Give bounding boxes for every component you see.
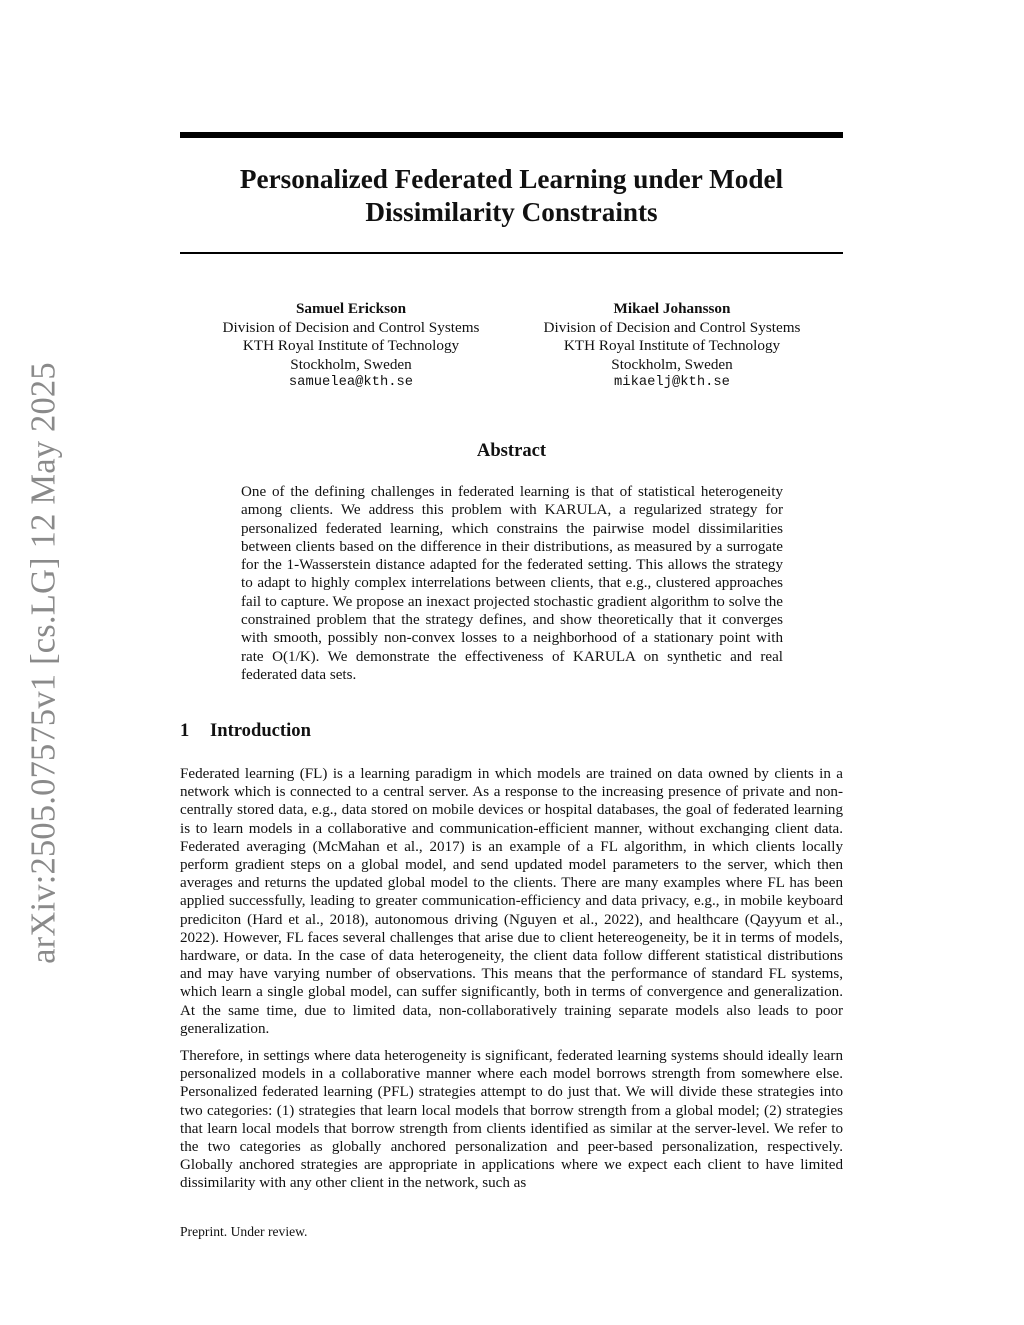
author-name: Mikael Johansson xyxy=(613,300,731,317)
abstract-heading: Abstract xyxy=(476,440,547,461)
author-block xyxy=(171,300,531,393)
abstract-text: One of the defining challenges in federated learning is that of statistical heterogeneity among clients. We address this problem with KARULA, a regularized strategy for personalized federated learning, which constrains the pairwise model dissimilarities between clients based on the difference in their distributions, as measured by a surrogate for the 1-Wasserstein distance adapted for the federated setting. This allows the strategy to adapt to highly complex interrelations between clients, that e.g., clustered approaches fail to capture. We propose an inexact projected stochastic gradient algorithm to solve the constrained problem that the strategy defines, and show theoretically that it converges with smooth, possibly non-convex losses to a neighborhood of a stationary point with rate O(1/K). We demonstrate the effectiveness of KARULA on synthetic and real federated data sets. xyxy=(241,484,783,683)
author-affiliation: Division of Decision and Control Systems xyxy=(222,318,480,336)
author-location: Stockholm, Sweden xyxy=(290,355,412,373)
title-bottom-rule xyxy=(180,252,843,254)
author-email[interactable]: mikaelj@kth.se xyxy=(614,375,730,390)
author-block xyxy=(492,300,852,393)
section-number: 1 xyxy=(180,720,190,741)
author-name: Samuel Erickson xyxy=(295,300,407,317)
body-paragraph: Federated learning (FL) is a learning paradigm in which models are trained on data owned by clients in a network which is connected to a central server. As a response to the increasing presence of private and non-centrally stored data, e.g., data stored on mobile devices or hospital databases, the goal of federated learning is to learn models in a collaborative and communication-efficient manner, without exchanging client data. Federated averaging (McMahan et al., 2017) is an example of a FL algorithm, in which clients locally perform gradient steps on a global model, and send updated model parameters to the server, which then averages and returns the updated global model to the clients. There are many examples where FL has been applied successfully, leading to greater communication-efficiency and data privacy, e.g., in mobile keyboard prediciton (Hard et al., 2018), autonomous driving (Nguyen et al., 2022), and healthcare (Qayyum et al., 2022). However, FL faces several challenges that arise due to client hetereogeneity, be it in terms of models, hardware, or data. In the case of data heterogeneity, the client data follow different statistical distributions and may have varying number of observations. This means that the performance of standard FL systems, which learn a single global model, can suffer significantly, both in terms of convergence and generalization. At the same time, due to limited data, non-collaboratively training separate models also leads to poor generalization. xyxy=(180,766,843,1037)
body-paragraph: Therefore, in settings where data heterogeneity is significant, federated learning systems should ideally learn personalized models in a collaborative manner where each model borrows strength from somewhere else. Personalized federated learning (PFL) strategies attempt to do just that. We will divide these strategies into two categories: (1) strategies that learn local models that borrow strength from a global model; (2) strategies that learn local models that borrow strength from clients identified as similar at the server-level. We refer to the two categories as globally anchored personalization and peer-based personalization, respectively. Globally anchored strategies are appropriate in applications where we expect each client to have limited dissimilarity with any other client in the network, such as xyxy=(180,1048,843,1192)
section-heading xyxy=(180,720,311,742)
author-institute: KTH Royal Institute of Technology xyxy=(242,337,460,354)
author-location: Stockholm, Sweden xyxy=(611,355,733,373)
arxiv-identifier-stamp: arXiv:2505.07575v1 [cs.LG] 12 May 2025 xyxy=(24,362,63,964)
title-top-rule xyxy=(180,132,843,138)
author-email[interactable]: samuelea@kth.se xyxy=(288,375,414,390)
section-title: Introduction xyxy=(210,720,311,741)
footer-note: Preprint. Under review. xyxy=(180,1224,308,1239)
author-affiliation: Division of Decision and Control Systems xyxy=(543,318,801,336)
author-institute: KTH Royal Institute of Technology xyxy=(563,337,781,354)
paper-title: Personalized Federated Learning under Model Dissimilarity Constraints xyxy=(239,164,784,227)
